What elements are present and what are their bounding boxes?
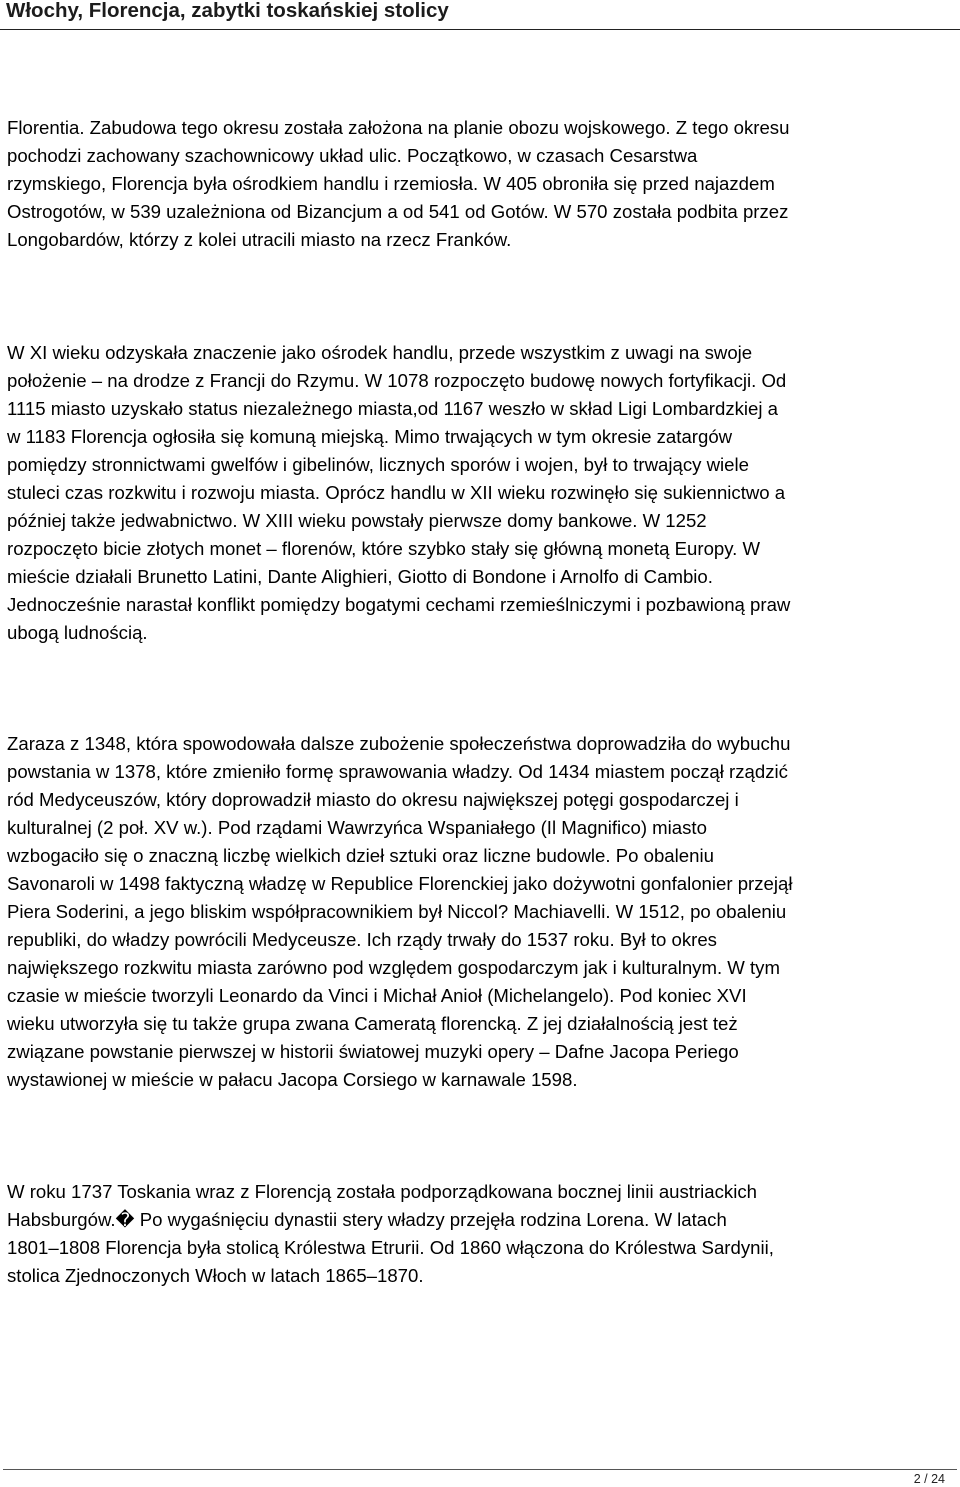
text-line: kulturalnej (2 poł. XV w.). Pod rządami Wawrzyńca Wspaniałego (Il Magnifico) miasto bbox=[7, 817, 707, 838]
text-line: Habsburgów.� Po wygaśnięciu dynastii stery władzy przejęła rodzina Lorena. W latach bbox=[7, 1209, 727, 1230]
text-line: Savonaroli w 1498 faktyczną władzę w Republice Florenckiej jako dożywotni gonfalonier przejął bbox=[7, 873, 793, 894]
text-line: pomiędzy stronnictwami gwelfów i gibelinów, licznych sporów i wojen, był to trwający wiele bbox=[7, 454, 749, 475]
text-line: 1801–1808 Florencja była stolicą Królestwa Etrurii. Od 1860 włączona do Królestwa Sardynii, bbox=[7, 1237, 774, 1258]
text-line: stuleci czas rozkwitu i rozwoju miasta. Oprócz handlu w XII wieku rozwinęło się sukiennictwo a bbox=[7, 482, 786, 503]
text-line: 1115 miasto uzyskało status niezależnego miasta,od 1167 weszło w skład Ligi Lombardzkiej a bbox=[7, 398, 779, 419]
text-line: ubogą ludnością. bbox=[7, 622, 148, 643]
text-line: mieście działali Brunetto Latini, Dante Alighieri, Giotto di Bondone i Arnolfo di Cambio. bbox=[7, 566, 713, 587]
page-header bbox=[0, 0, 960, 34]
text-line: Longobardów, którzy z kolei utracili miasto na rzecz Franków. bbox=[7, 229, 512, 250]
text-line: rzymskiego, Florencja była ośrodkiem handlu i rzemiosła. W 405 obroniła się przed najazdem bbox=[7, 173, 775, 194]
text-line: największego rozkwitu miasta zarówno pod względem gospodarczym jak i kulturalnym. W tym bbox=[7, 957, 780, 978]
text-line: ród Medyceuszów, który doprowadził miasto do okresu największej potęgi gospodarczej i bbox=[7, 789, 739, 810]
paragraph-3 bbox=[7, 730, 955, 1094]
text-line: pochodzi zachowany szachownicowy układ ulic. Początkowo, w czasach Cesarstwa bbox=[7, 145, 698, 166]
text-line: Florentia. Zabudowa tego okresu została założona na planie obozu wojskowego. Z tego okresu bbox=[7, 117, 790, 138]
text-line: Jednocześnie narastał konflikt pomiędzy bogatymi cechami rzemieślniczymi i pozbawioną praw bbox=[7, 594, 791, 615]
text-line: Piera Soderini, a jego bliskim współpracownikiem był Niccol? Machiavelli. W 1512, po obaleniu bbox=[7, 901, 787, 922]
page-number: 2 / 24 bbox=[913, 1472, 945, 1486]
text-line: wieku utworzyła się tu także grupa zwana Cameratą florencką. Z jej działalnością jest też bbox=[7, 1013, 738, 1034]
text-line: Ostrogotów, w 539 uzależniona od Bizancjum a od 541 od Gotów. W 570 została podbita przez bbox=[7, 201, 789, 222]
text-line: W roku 1737 Toskania wraz z Florencją została podporządkowana bocznej linii austriackich bbox=[7, 1181, 757, 1202]
header-divider bbox=[0, 29, 960, 30]
paragraph-4 bbox=[7, 1178, 955, 1290]
text-line: republiki, do władzy powrócili Medyceusze. Ich rządy trwały do 1537 roku. Był to okres bbox=[7, 929, 717, 950]
text-line: położenie – na drodze z Francji do Rzymu. W 1078 rozpoczęto budowę nowych fortyfikacji. Od bbox=[7, 370, 787, 391]
footer-divider bbox=[3, 1469, 957, 1470]
text-line: rozpoczęto bicie złotych monet – florenów, które szybko stały się główną monetą Europy. W bbox=[7, 538, 761, 559]
text-line: później także jedwabnictwo. W XIII wieku powstały pierwsze domy bankowe. W 1252 bbox=[7, 510, 707, 531]
paragraph-1 bbox=[7, 114, 955, 254]
text-line: w 1183 Florencja ogłosiła się komuną miejską. Mimo trwających w tym okresie zatargów bbox=[7, 426, 733, 447]
text-line: stolica Zjednoczonych Włoch w latach 1865–1870. bbox=[7, 1265, 424, 1286]
paragraph-2 bbox=[7, 339, 955, 647]
text-line: powstania w 1378, które zmieniło formę sprawowania władzy. Od 1434 miastem począł rządzić bbox=[7, 761, 788, 782]
text-line: czasie w mieście tworzyli Leonardo da Vinci i Michał Anioł (Michelangelo). Pod koniec XVI bbox=[7, 985, 747, 1006]
text-line: Zaraza z 1348, która spowodowała dalsze zubożenie społeczeństwa doprowadziła do wybuchu bbox=[7, 733, 791, 754]
text-line: W XI wieku odzyskała znaczenie jako ośrodek handlu, przede wszystkim z uwagi na swoje bbox=[7, 342, 753, 363]
document-title: Włochy, Florencja, zabytki toskańskiej stolicy bbox=[6, 0, 449, 22]
text-line: związane powstanie pierwszej w historii światowej muzyki opery – Dafne Jacopa Periego bbox=[7, 1041, 739, 1062]
text-line: wystawionej w mieście w pałacu Jacopa Corsiego w karnawale 1598. bbox=[7, 1069, 578, 1090]
text-line: wzbogaciło się o znaczną liczbę wielkich dzieł sztuki oraz liczne budowle. Po obaleniu bbox=[7, 845, 714, 866]
